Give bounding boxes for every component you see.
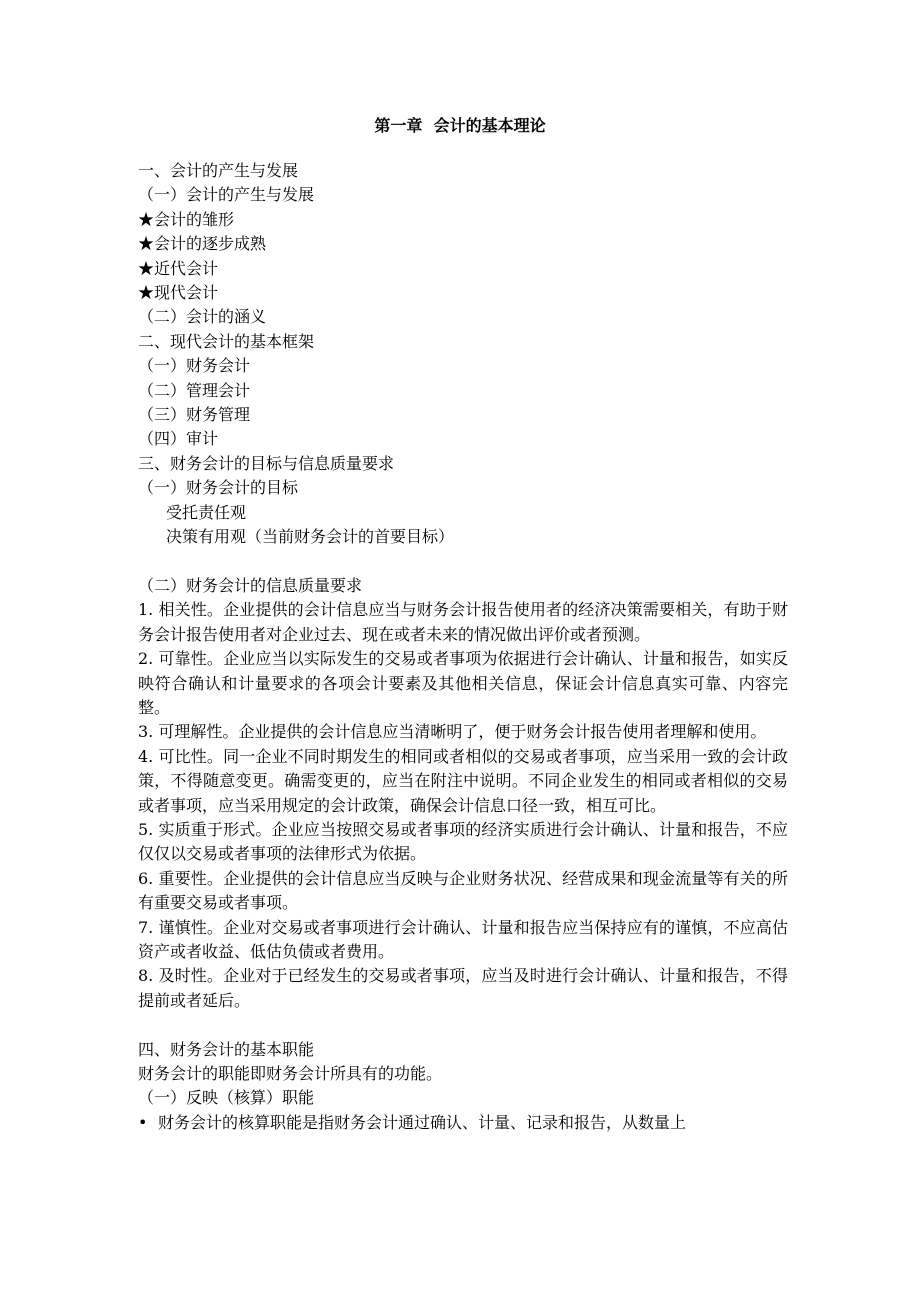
bullet-text: 财务会计的核算职能是指财务会计通过确认、计量、记录和报告，从数量上 (158, 1112, 687, 1132)
quality-item: 2. 可靠性。企业应当以实际发生的交易或者事项为依据进行会计确认、计量和报告，如实反映符合确认和计量要求的各项会计要素及其他相关信息，保证会计信息真实可靠、内容完整。 (138, 649, 788, 717)
heading-section-1: 一、会计的产生与发展 (138, 161, 299, 180)
subheading-2-3: （三）财务管理 (138, 405, 251, 425)
quality-item: 7. 谨慎性。企业对交易或者事项进行会计确认、计量和报告应当保持应有的谨慎，不应高估资产或者收益、低估负债或者费用。 (138, 917, 788, 961)
subheading-1-1: （一）会计的产生与发展 (138, 185, 315, 205)
blank-line (138, 1013, 788, 1037)
quality-item: 3. 可理解性。企业提供的会计信息应当清晰明了，便于财务会计报告使用者理解和使用。 (138, 722, 767, 742)
heading-section-2: 二、现代会计的基本框架 (138, 331, 315, 351)
star-item: ★近代会计 (138, 258, 219, 278)
subheading-4-1: （一）反映（核算）职能 (138, 1088, 315, 1108)
document-body (138, 159, 788, 1135)
subheading-2-2: （二）管理会计 (138, 380, 251, 400)
quality-item: 5. 实质重于形式。企业应当按照交易或者事项的经济实质进行会计确认、计量和报告，不应仅仅以交易或者事项的法律形式为依据。 (138, 819, 788, 864)
star-item: ★会计的雏形 (138, 209, 235, 229)
subheading-2-1: （一）财务会计 (138, 356, 251, 376)
objective-item: 受托责任观 (166, 502, 247, 522)
quality-item: 8. 及时性。企业对于已经发生的交易或者事项，应当及时进行会计确认、计量和报告，不得提前或者延后。 (138, 966, 788, 1010)
quality-item: 4. 可比性。同一企业不同时期发生的相同或者相似的交易或者事项，应当采用一致的会计政策，不得随意变更。确需变更的，应当在附注中说明。不同企业发生的相同或者相似的交易或者事项，应当采用规定的会计政策，确保会计信息口径一致，相互可比。 (138, 746, 788, 815)
quality-item: 1. 相关性。企业提供的会计信息应当与财务会计报告使用者的经济决策需要相关，有助于财务会计报告使用者对企业过去、现在或者未来的情况做出评价或者预测。 (138, 600, 788, 644)
section-4-intro: 财务会计的职能即财务会计所具有的功能。 (138, 1064, 443, 1083)
star-item: ★现代会计 (138, 283, 219, 303)
subheading-1-2: （二）会计的涵义 (138, 307, 267, 327)
bullet-dot-icon: • (138, 1112, 148, 1132)
star-item: ★会计的逐步成熟 (138, 234, 267, 254)
objective-item: 决策有用观（当前财务会计的首要目标） (166, 527, 455, 547)
bullet-item (138, 1111, 788, 1135)
quality-item: 6. 重要性。企业提供的会计信息应当反映与企业财务状况、经营成果和现金流量等有关的所有重要交易或者事项。 (138, 868, 788, 913)
subheading-2-4: （四）审计 (138, 429, 219, 449)
subheading-3-1: （一）财务会计的目标 (138, 478, 299, 498)
subheading-3-2: （二）财务会计的信息质量要求 (138, 575, 363, 595)
blank-line (138, 550, 788, 574)
chapter-title: 第一章 会计的基本理论 (374, 116, 546, 135)
heading-section-4: 四、财务会计的基本职能 (138, 1039, 315, 1059)
heading-section-3: 三、财务会计的目标与信息质量要求 (138, 453, 395, 473)
